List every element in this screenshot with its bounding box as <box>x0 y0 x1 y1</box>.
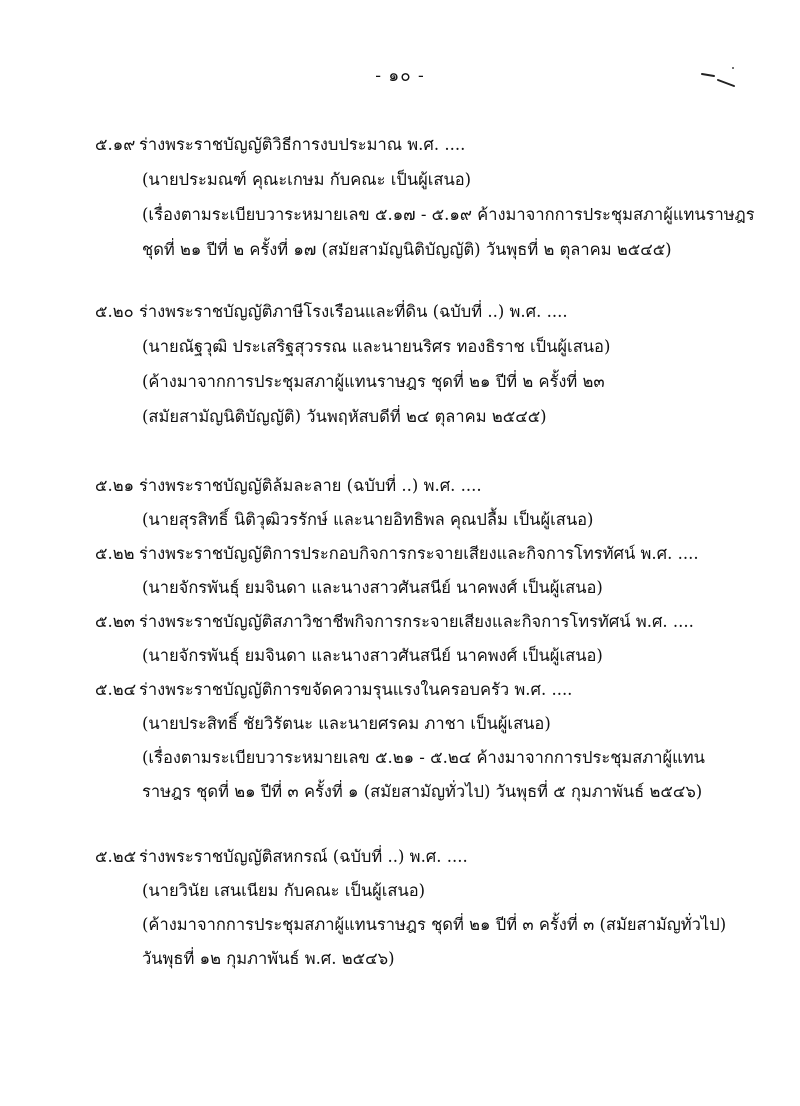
item-line: (นายประสิทธิ์ ชัยวิรัตนะ และนายศรคม ภาชา เป็นผู้เสนอ) <box>142 714 551 733</box>
item-line: (นายประมณฑ์ คุณะเกษม กับคณะ เป็นผู้เสนอ) <box>142 170 472 189</box>
item-line: (สมัยสามัญนิติบัญญัติ) วันพฤหัสบดีที่ ๒๔ ตุลาคม ๒๕๔๕) <box>142 407 547 426</box>
item-line: (นายวินัย เสนเนียม กับคณะ เป็นผู้เสนอ) <box>142 881 426 900</box>
item-line: (ค้างมาจากการประชุมสภาผู้แทนราษฎร ชุดที่ ๒๑ ปีที่ ๒ ครั้งที่ ๒๓ <box>142 372 605 391</box>
item-line: (นายจักรพันธุ์ ยมจินดา และนางสาวศันสนีย์ นาคพงศ์ เป็นผู้เสนอ) <box>142 646 603 665</box>
item-title: ร่างพระราชบัญญัติสหกรณ์ (ฉบับที่ ..) พ.ศ. .... <box>139 847 468 866</box>
item-heading <box>95 679 572 701</box>
item-heading <box>95 134 465 156</box>
item-line: ราษฎร ชุดที่ ๒๑ ปีที่ ๓ ครั้งที่ ๑ (สมัยสามัญทั่วไป) วันพุธที่ ๕ กุมภาพันธ์ ๒๕๔๖) <box>142 782 703 801</box>
item-line: (นายจักรพันธุ์ ยมจินดา และนางสาวศันสนีย์ นาคพงศ์ เป็นผู้เสนอ) <box>142 578 603 597</box>
item-number: ๕.๒๔ <box>95 680 137 699</box>
item-line: (นายณัฐวุฒิ ประเสริฐสุวรรณ และนายนริศร ทองธิราช เป็นผู้เสนอ) <box>142 337 611 356</box>
item-line: (เรื่องตามระเบียบวาระหมายเลข ๕.๒๑ - ๕.๒๔ ค้างมาจากการประชุมสภาผู้แทน <box>142 748 705 767</box>
item-title: ร่างพระราชบัญญัติวิธีการงบประมาณ พ.ศ. .... <box>139 135 466 154</box>
item-title: ร่างพระราชบัญญัติการขจัดความรุนแรงในครอบครัว พ.ศ. .... <box>139 680 573 699</box>
item-line: (ค้างมาจากการประชุมสภาผู้แทนราษฎร ชุดที่ ๒๑ ปีที่ ๓ ครั้งที่ ๓ (สมัยสามัญทั่วไป) <box>142 915 727 934</box>
item-title: ร่างพระราชบัญญัติสภาวิชาชีพกิจการกระจายเสียงและกิจการโทรทัศน์ พ.ศ. .... <box>139 612 694 631</box>
item-line: (เรื่องตามระเบียบวาระหมายเลข ๕.๑๗ - ๕.๑๙ ค้างมาจากการประชุมสภาผู้แทนราษฎร <box>142 205 755 224</box>
pen-mark-icon <box>700 62 736 90</box>
item-number: ๕.๒๕ <box>95 847 137 866</box>
item-number: ๕.๒๒ <box>95 544 135 563</box>
item-number: ๕.๒๐ <box>95 302 134 321</box>
item-heading <box>95 543 699 565</box>
item-line: วันพุธที่ ๑๒ กุมภาพันธ์ พ.ศ. ๒๕๔๖) <box>142 949 395 968</box>
item-number: ๕.๒๓ <box>95 612 135 631</box>
item-heading <box>95 846 468 868</box>
page-number: - ๑๐ - <box>375 66 425 86</box>
item-heading <box>95 301 568 323</box>
item-line: ชุดที่ ๒๑ ปีที่ ๒ ครั้งที่ ๑๗ (สมัยสามัญนิติบัญญัติ) วันพุธที่ ๒ ตุลาคม ๒๕๔๕) <box>142 240 672 259</box>
item-number: ๕.๑๙ <box>95 135 136 154</box>
item-heading <box>95 611 694 633</box>
item-title: ร่างพระราชบัญญัติล้มละลาย (ฉบับที่ ..) พ.ศ. .... <box>139 476 482 495</box>
item-number: ๕.๒๑ <box>95 476 135 495</box>
item-title: ร่างพระราชบัญญัติการประกอบกิจการกระจายเสียงและกิจการโทรทัศน์ พ.ศ. .... <box>139 544 699 563</box>
item-line: (นายสุรสิทธิ์ นิติวุฒิวรรักษ์ และนายอิทธิพล คุณปลื้ม เป็นผู้เสนอ) <box>142 510 594 529</box>
item-heading <box>95 475 482 497</box>
item-title: ร่างพระราชบัญญัติภาษีโรงเรือนและที่ดิน (ฉบับที่ ..) พ.ศ. .... <box>139 302 568 321</box>
